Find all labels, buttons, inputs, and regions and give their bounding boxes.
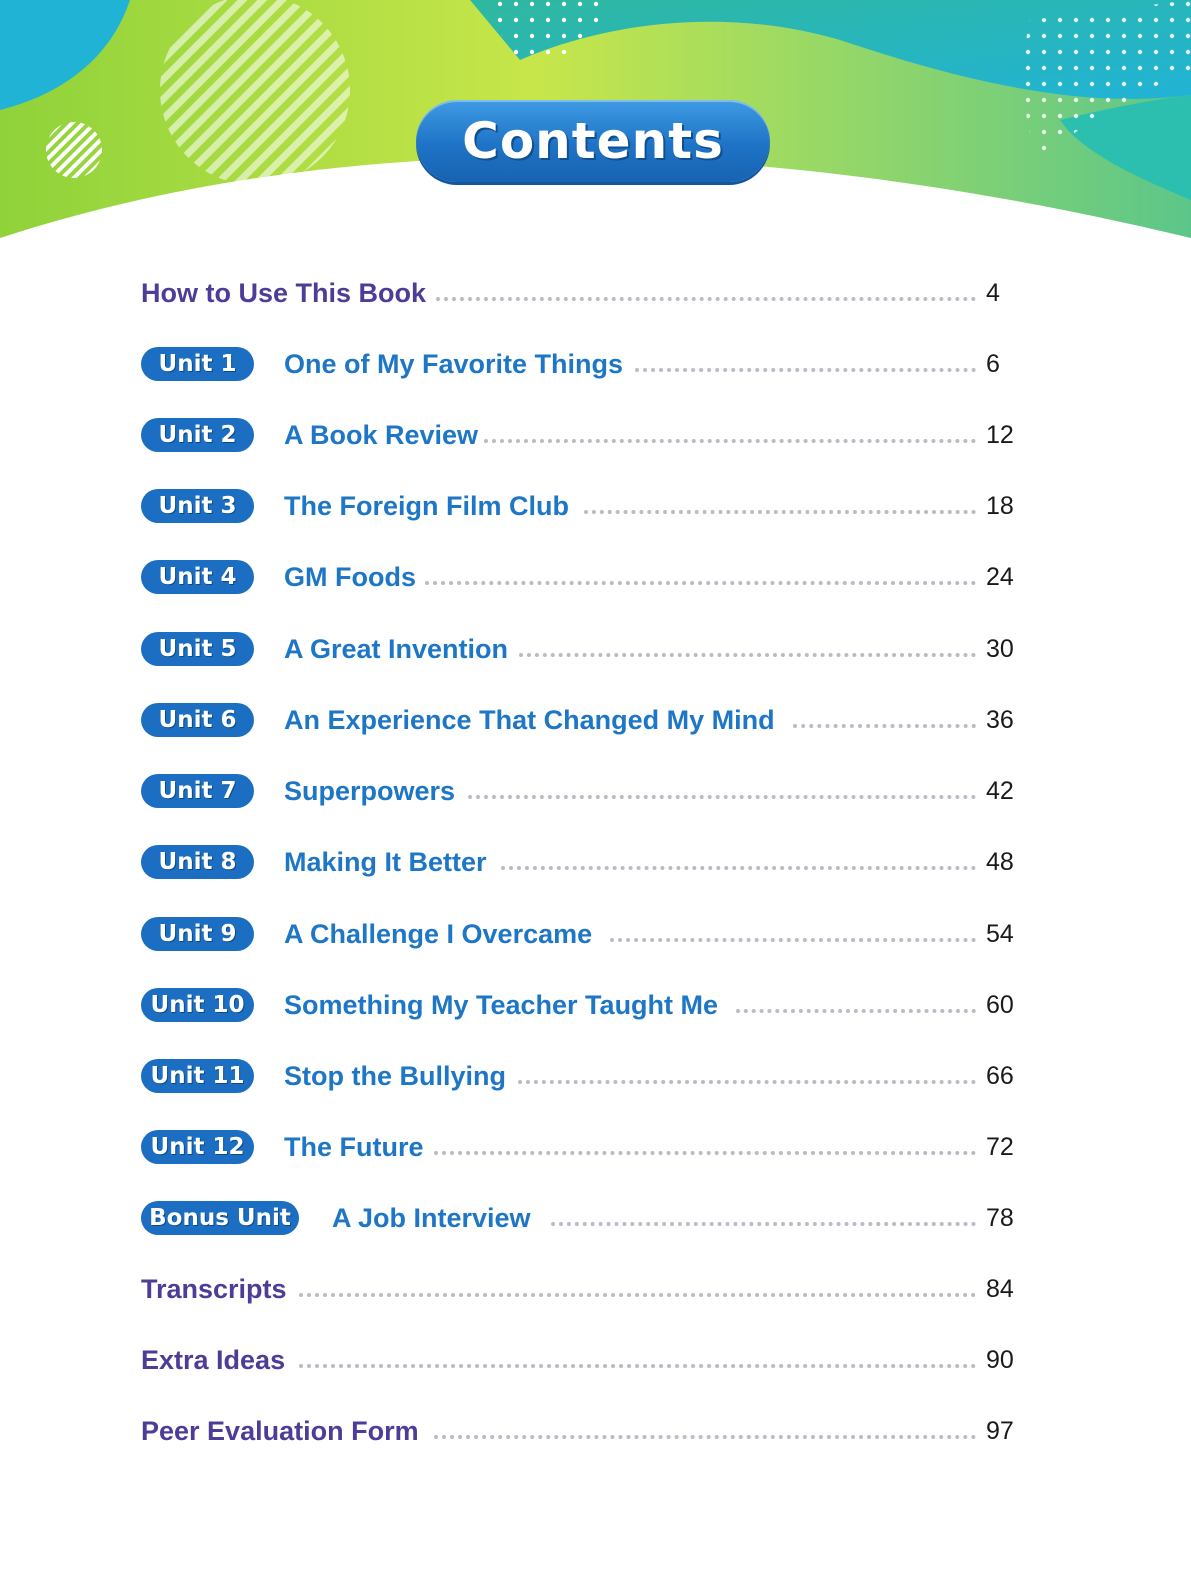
page-title: Contents <box>462 112 724 170</box>
toc-entry-title: A Great Invention <box>284 634 509 664</box>
toc-page-number: 72 <box>986 1133 1014 1161</box>
toc-page-number: 4 <box>986 279 1000 307</box>
toc-entry-title: Peer Evaluation Form <box>141 1416 419 1446</box>
toc-entry-title: Superpowers <box>284 776 456 806</box>
dot-leader <box>610 938 976 942</box>
toc-row-bonus-unit[interactable] <box>141 1198 1015 1238</box>
toc-page-number: 97 <box>986 1417 1014 1445</box>
toc-entry-title: Transcripts <box>141 1274 287 1304</box>
toc-entry-title: A Challenge I Overcame <box>284 919 593 949</box>
dot-leader <box>501 866 976 870</box>
toc-row-unit-2[interactable] <box>141 415 1015 455</box>
toc-page-number: 30 <box>986 635 1014 663</box>
dot-leader <box>484 439 976 443</box>
toc-page-number: 6 <box>986 350 1000 378</box>
dot-leader <box>299 1364 976 1368</box>
unit-badge: Unit 10 <box>141 988 254 1022</box>
dot-leader <box>434 1151 976 1155</box>
unit-badge: Unit 12 <box>141 1130 254 1164</box>
unit-badge: Unit 7 <box>141 774 254 808</box>
toc-page-number: 24 <box>986 563 1014 591</box>
dot-leader <box>518 1080 976 1084</box>
dot-leader <box>299 1293 976 1297</box>
toc-entry-title: Stop the Bullying <box>284 1061 506 1091</box>
toc-entry-title: Something My Teacher Taught Me <box>284 990 719 1020</box>
dot-leader <box>425 581 976 585</box>
toc-row-unit-5[interactable] <box>141 629 1015 669</box>
toc-row-unit-1[interactable] <box>141 344 1015 384</box>
dot-leader <box>434 1435 976 1439</box>
toc-page-number: 48 <box>986 848 1014 876</box>
dot-leader <box>551 1222 976 1226</box>
bonus-unit-badge: Bonus Unit <box>141 1201 299 1235</box>
dot-leader <box>635 368 976 372</box>
toc-row-transcripts[interactable] <box>141 1269 1015 1309</box>
toc-entry-title: One of My Favorite Things <box>284 349 624 379</box>
toc-entry-title: Making It Better <box>284 847 487 877</box>
toc-row-unit-3[interactable] <box>141 486 1015 526</box>
toc-page-number: 66 <box>986 1062 1014 1090</box>
toc-row-extra-ideas[interactable] <box>141 1340 1015 1380</box>
unit-badge: Unit 1 <box>141 347 254 381</box>
unit-badge: Unit 4 <box>141 560 254 594</box>
unit-badge: Unit 11 <box>141 1059 254 1093</box>
toc-page-number: 18 <box>986 492 1014 520</box>
toc-entry-title: A Job Interview <box>332 1203 531 1233</box>
toc-row-unit-10[interactable] <box>141 985 1015 1025</box>
dot-leader <box>793 724 976 728</box>
toc-page-number: 78 <box>986 1204 1014 1232</box>
toc-row-unit-4[interactable] <box>141 557 1015 597</box>
toc-row-peer-evaluation[interactable] <box>141 1411 1015 1451</box>
unit-badge: Unit 6 <box>141 703 254 737</box>
dot-leader <box>736 1009 976 1013</box>
toc-row-unit-11[interactable] <box>141 1056 1015 1096</box>
toc-row-unit-7[interactable] <box>141 771 1015 811</box>
toc-page-number: 54 <box>986 920 1014 948</box>
toc-page-number: 84 <box>986 1275 1014 1303</box>
toc-entry-title: A Book Review <box>284 420 479 450</box>
toc-row-unit-6[interactable] <box>141 700 1015 740</box>
toc-entry-title: How to Use This Book <box>141 278 427 308</box>
toc-page-number: 36 <box>986 706 1014 734</box>
unit-badge: Unit 3 <box>141 489 254 523</box>
toc-entry-title: Extra Ideas <box>141 1345 286 1375</box>
dot-leader <box>519 653 976 657</box>
toc-page-number: 60 <box>986 991 1014 1019</box>
toc-row-unit-12[interactable] <box>141 1127 1015 1167</box>
toc-entry-title: The Foreign Film Club <box>284 491 569 521</box>
unit-badge: Unit 9 <box>141 917 254 951</box>
unit-badge: Unit 5 <box>141 632 254 666</box>
toc-row-unit-9[interactable] <box>141 914 1015 954</box>
toc-page-number: 12 <box>986 421 1014 449</box>
dot-leader <box>468 795 976 799</box>
unit-badge: Unit 2 <box>141 418 254 452</box>
toc-row-unit-8[interactable] <box>141 842 1015 882</box>
dot-leader <box>584 510 976 514</box>
dot-leader <box>436 297 976 301</box>
toc-row-how-to-use[interactable] <box>141 273 1015 313</box>
toc-page-number: 42 <box>986 777 1014 805</box>
toc-entry-title: GM Foods <box>284 562 416 592</box>
toc-entry-title: An Experience That Changed My Mind <box>284 705 775 735</box>
unit-badge: Unit 8 <box>141 845 254 879</box>
toc-entry-title: The Future <box>284 1132 424 1162</box>
toc-page-number: 90 <box>986 1346 1014 1374</box>
